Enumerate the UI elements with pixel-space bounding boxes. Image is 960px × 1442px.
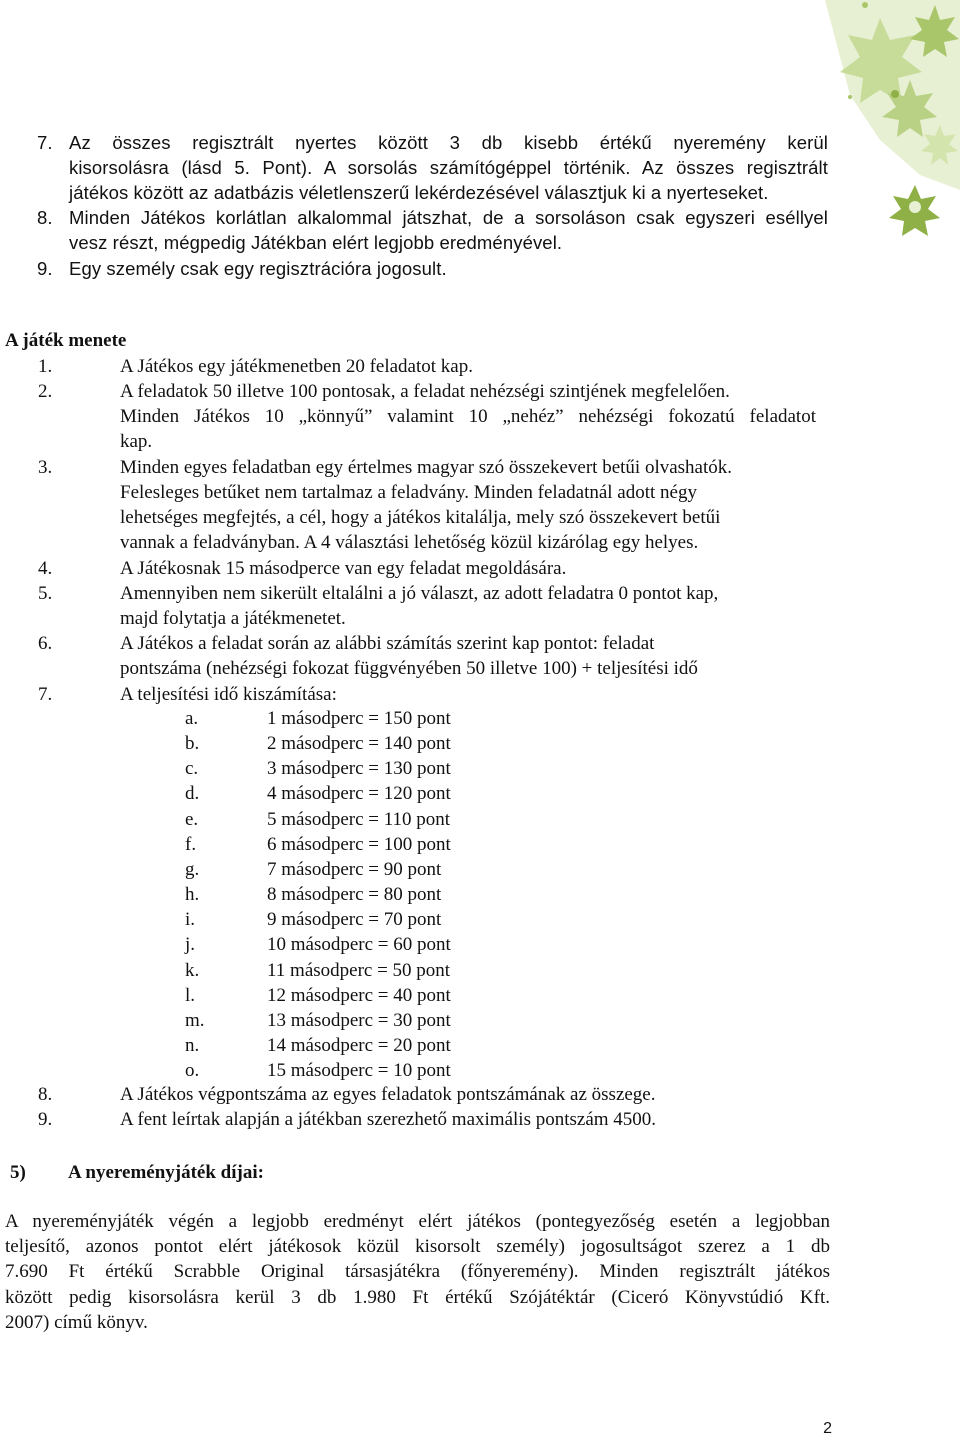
section-heading-game: A játék menete [5, 330, 127, 351]
list-item-number: 7. [37, 132, 53, 153]
time-score-letter: o. [185, 1060, 200, 1082]
time-score-text: 4 másodperc = 120 pont [267, 783, 451, 805]
list-item-number: 1. [38, 356, 53, 377]
time-score-text: 8 másodperc = 80 pont [267, 884, 442, 906]
paragraph-line: 2007) című könyv. [5, 1311, 148, 1333]
time-score-letter: g. [185, 858, 200, 880]
list-item-text: A Játékosnak 15 másodperce van egy feladat megoldására. [120, 558, 567, 579]
time-score-text: 14 másodperc = 20 pont [267, 1034, 451, 1056]
list-item-text: kap. [120, 431, 153, 452]
list-item-text: Minden Játékos korlátlan alkalommal játszhat, de a sorsoláson csak egyszeri eséllyel [69, 207, 828, 228]
paragraph-line: 7.690 Ft értékű Scrabble Original társasjátékra (főnyeremény). Minden regisztrált játékos [5, 1261, 830, 1283]
time-score-text: 1 másodperc = 150 pont [267, 708, 451, 729]
list-item-text: A Játékos egy játékmenetben 20 feladatot kap. [120, 356, 473, 377]
time-score-text: 5 másodperc = 110 pont [267, 808, 451, 830]
time-score-text: 6 másodperc = 100 pont [267, 833, 451, 855]
section-heading-prize: A nyereményjáték díjai: [68, 1162, 264, 1183]
time-score-letter: a. [185, 708, 199, 729]
time-score-letter: j. [185, 934, 196, 956]
time-score-text: 2 másodperc = 140 pont [267, 733, 451, 755]
time-score-letter: b. [185, 733, 200, 755]
list-item-text: Minden egyes feladatban egy értelmes magyar szó összekevert betűi olvashatók. [120, 457, 733, 478]
list-item-number: 5. [38, 583, 53, 604]
list-item-number: 8. [37, 207, 53, 228]
list-item-text: A Játékos a feladat során az alábbi számítás szerint kap pontot: feladat [120, 633, 655, 654]
list-item-text: pontszáma (nehézségi fokozat függvényében 50 illetve 100) + teljesítési idő [120, 658, 698, 679]
time-score-letter: f. [185, 833, 197, 855]
paragraph-line: teljesítő, azonos pontot elért játékosok közül kisorsolt személy) jogosultságot szerez a 1 db [5, 1236, 830, 1258]
list-item-text: kisorsolásra (lásd 5. Pont). A sorsolás számítógéppel történik. Az összes regisztrált [69, 157, 828, 178]
list-item-text: Minden Játékos 10 „könnyű” valamint 10 „nehéz” nehézségi fokozatú feladatot [120, 406, 816, 427]
list-item-text: A teljesítési idő kiszámítása: [120, 684, 337, 705]
list-item-text: játékos között az adatbázis véletlenszerű lekérdezésével választjuk ki a nyerteseket. [69, 182, 769, 203]
time-score-text: 12 másodperc = 40 pont [267, 984, 451, 1006]
section-heading-number: 5) [10, 1162, 26, 1183]
list-item-text: lehetséges megfejtés, a cél, hogy a játékos kitalálja, mely szó összekevert betűi [120, 507, 721, 528]
list-item-number: 7. [38, 684, 53, 705]
page-number: 2 [823, 1420, 832, 1437]
list-item-text: Egy személy csak egy regisztrációra jogosult. [69, 258, 447, 279]
time-score-text: 7 másodperc = 90 pont [267, 858, 442, 880]
list-item-number: 3. [38, 457, 53, 478]
time-score-letter: k. [185, 959, 200, 981]
list-item-number: 2. [38, 381, 53, 402]
time-score-letter: h. [185, 884, 200, 906]
time-score-letter: c. [185, 758, 199, 780]
list-item-text: A feladatok 50 illetve 100 pontosak, a feladat nehézségi szintjének megfelelően. [120, 381, 730, 402]
time-score-text: 3 másodperc = 130 pont [267, 758, 451, 780]
time-score-letter: n. [185, 1034, 200, 1056]
list-item-text: vesz részt, mégpedig Játékban elért legjobb eredményével. [69, 232, 563, 253]
time-score-letter: d. [185, 783, 200, 805]
time-score-text: 15 másodperc = 10 pont [267, 1060, 451, 1082]
list-item-text: vannak a feladványban. A 4 választási lehetőség közül kizárólag egy helyes. [120, 532, 699, 553]
list-item-number: 9. [38, 1109, 53, 1130]
time-score-text: 10 másodperc = 60 pont [267, 934, 451, 956]
list-item-number: 4. [38, 558, 53, 579]
list-item-text: majd folytatja a játékmenetet. [120, 608, 346, 629]
time-score-letter: l. [185, 984, 196, 1006]
paragraph-line: A nyereményjáték végén a legjobb eredményt elért játékos (pontegyezőség esetén a legjobban [5, 1211, 830, 1232]
list-item-number: 8. [38, 1084, 53, 1105]
list-item-number: 6. [38, 633, 53, 654]
time-score-text: 9 másodperc = 70 pont [267, 909, 442, 931]
list-item-text: Az összes regisztrált nyertes között 3 db kisebb értékű nyeremény kerül [69, 132, 828, 153]
time-score-text: 13 másodperc = 30 pont [267, 1009, 451, 1031]
time-score-letter: i. [185, 909, 196, 931]
time-score-letter: m. [185, 1009, 205, 1031]
list-item-text: Felesleges betűket nem tartalmaz a feladvány. Minden feladatnál adott négy [120, 482, 697, 503]
paragraph-line: között pedig kisorsolásra kerül 3 db 1.980 Ft értékű Szójátéktár (Ciceró Könyvstúdió Kft. [5, 1286, 830, 1308]
list-item-text: A Játékos végpontszáma az egyes feladatok pontszámának az összege. [120, 1084, 656, 1105]
list-item-text: A fent leírtak alapján a játékban szerezhető maximális pontszám 4500. [120, 1109, 657, 1130]
time-score-text: 11 másodperc = 50 pont [267, 959, 451, 981]
time-score-letter: e. [185, 808, 199, 830]
list-item-number: 9. [37, 258, 53, 279]
list-item-text: Amennyiben nem sikerült eltalálni a jó választ, az adott feladatra 0 pontot kap, [120, 583, 719, 604]
